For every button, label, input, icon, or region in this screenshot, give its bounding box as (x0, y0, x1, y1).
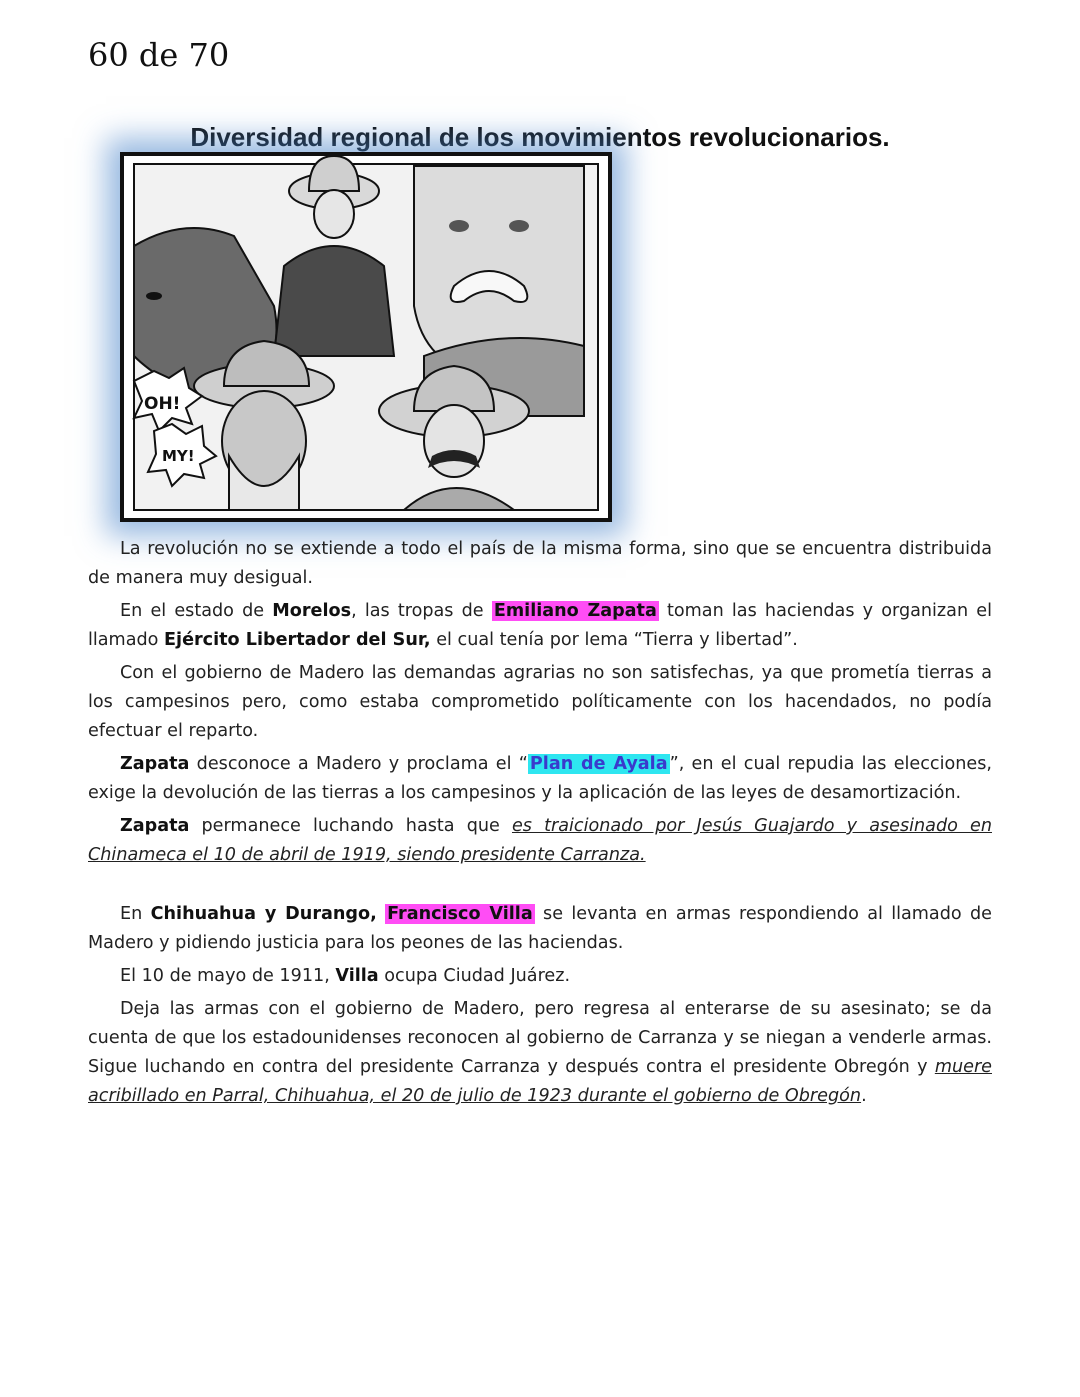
paragraph-5: Zapata permanece luchando hasta que es traicionado por Jesús Guajardo y asesinado en Chinameca el 10 de abril de 1919, siendo presidente Carranza. (88, 816, 992, 865)
body-text (88, 535, 992, 1115)
rider-body (274, 246, 394, 356)
morelos-text: Morelos (272, 601, 352, 621)
page-title: Diversidad regional de los movimientos revolucionarios. (190, 122, 890, 152)
comic-illustration-art (124, 156, 608, 518)
ejercito-libertador-text: Ejército Libertador del Sur, (164, 630, 431, 650)
paragraph-3: Con el gobierno de Madero las demandas agrarias no son satisfechas, ya que prometía tierras a los campesinos pero, como estaba comprometido políticamente con los hacendados, no podía efectuar el reparto. (88, 663, 992, 741)
paragraph-6: En Chihuahua y Durango, Francisco Villa se levanta en armas respondiendo al llamado de Madero y pidiendo justicia para los peones de las haciendas. (88, 904, 992, 953)
villa-death-underline: muere acribillado en Parral, Chihuahua, el 20 de julio de 1923 durante el gobierno de Obregón (88, 1057, 992, 1106)
paragraph-4: Zapata desconoce a Madero y proclama el “ Plan de Ayala ”, en el cual repudia las elecciones, exige la devolución de las tierras a los campesinos y la aplicación de las leyes de desamortización. (88, 754, 992, 803)
zapata-text-2: Zapata (120, 816, 190, 836)
zapata-text: Zapata (120, 754, 190, 774)
page-number: 60 de 70 (88, 36, 230, 74)
paragraph-8: Deja las armas con el gobierno de Madero, pero regresa al enterarse de su asesinato; se da cuenta de que los estadounidenses reconocen al gobierno de Carranza y se niegan a venderle armas. Sigue luchando en contra del presidente Carranza y después contra el presidente Obregón y muere acribillado en Parral, Chihuahua, el 20 de julio de 1923 durante el gobierno de Obregón. (88, 999, 992, 1106)
comic-illustration (120, 152, 612, 522)
paragraph-7: El 10 de mayo de 1911, Villa ocupa Ciudad Juárez. (120, 966, 571, 986)
paragraph-2: En el estado de Morelos, las tropas de Emiliano Zapata toman las haciendas y organizan el llamado Ejército Libertador del Sur, el cual tenía por lema “Tierra y libertad”. (88, 601, 992, 650)
chihuahua-durango-text: Chihuahua y Durango, (150, 904, 377, 924)
francisco-villa-highlight: Francisco Villa (387, 904, 533, 924)
rider-face (314, 190, 354, 238)
villa-text: Villa (335, 966, 379, 986)
sombrero-man-face (424, 405, 484, 477)
emiliano-zapata-highlight: Emiliano Zapata (493, 601, 657, 621)
zapata-death-underline: es traicionado por Jesús Guajardo y asesinado en Chinameca el 10 de abril de 1919, siendo presidente Carranza. (88, 816, 992, 865)
my-burst-text: MY! (162, 447, 195, 465)
plan-de-ayala-highlight: Plan de Ayala (529, 754, 668, 774)
oh-burst-text: OH! (144, 394, 181, 414)
paragraph-1: La revolución no se extiende a todo el país de la misma forma, sino que se encuentra distribuida de manera muy desigual. (88, 539, 992, 588)
